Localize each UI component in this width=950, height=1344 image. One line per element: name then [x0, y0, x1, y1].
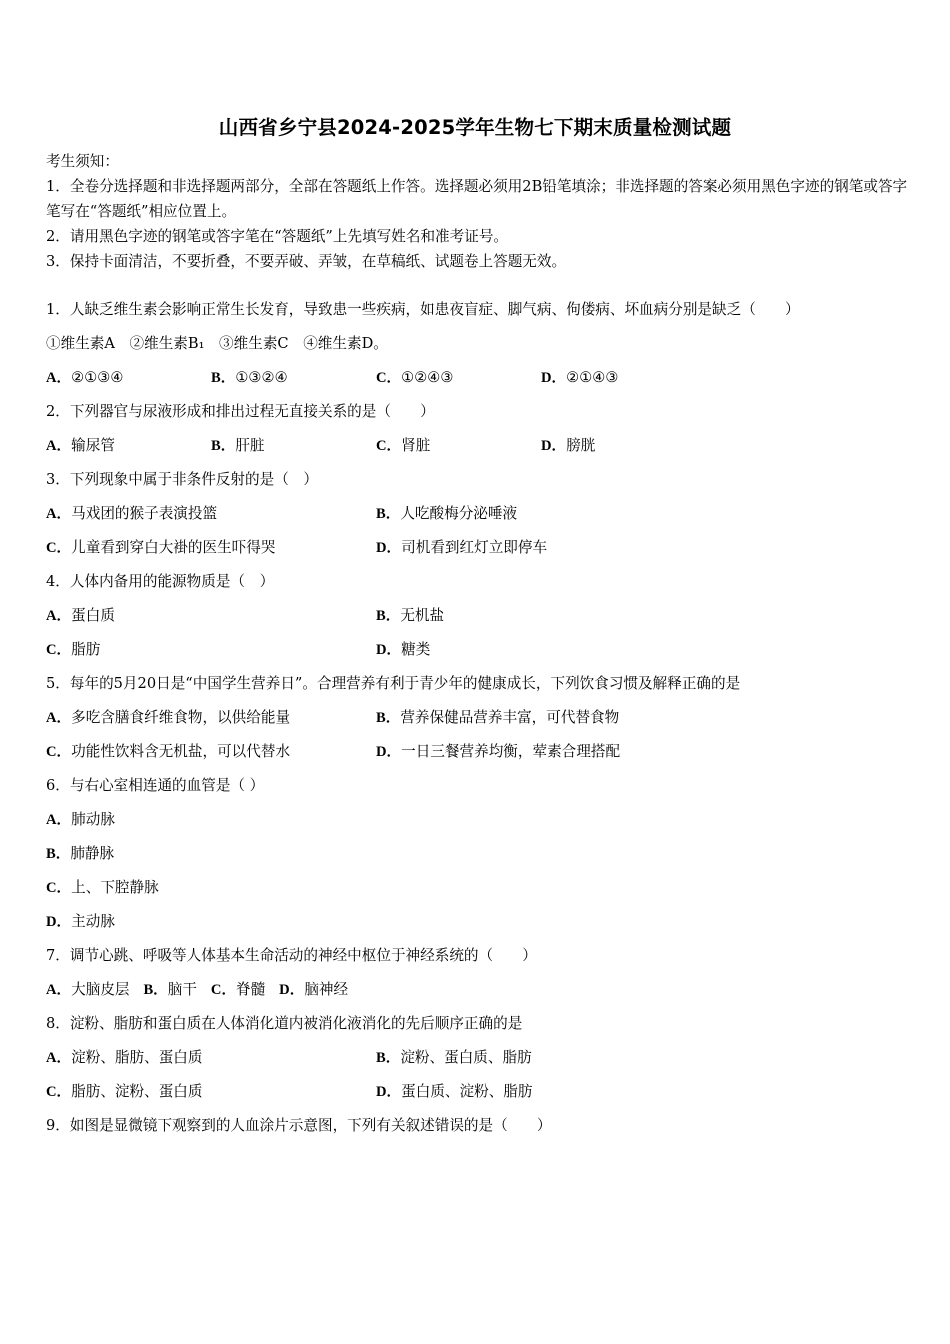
option: D．②①④③: [541, 369, 619, 386]
notice-item: 1．全卷分选择题和非选择题两部分，全部在答题纸上作答。选择题必须用2B铅笔填涂；非选择题的答案必须用黑色字迹的钢笔或答字笔写在“答题纸”相应位置上。: [46, 178, 908, 220]
question-stem: 2．下列器官与尿液形成和排出过程无直接关系的是（ ）: [46, 403, 435, 420]
option: D．一日三餐营养均衡，荤素合理搭配: [376, 743, 621, 760]
option: B．①③②④: [211, 369, 288, 386]
question-sub-stem: ①维生素A ②维生素B₁ ③维生素C ④维生素D。: [46, 335, 388, 352]
option: B．营养保健品营养丰富，可代替食物: [376, 709, 620, 726]
option: C．功能性饮料含无机盐，可以代替水: [46, 743, 291, 760]
page-title: 山西省乡宁县2024-2025学年生物七下期末质量检测试题: [218, 116, 732, 139]
option: A．多吃含膳食纤维食物，以供给能量: [46, 709, 291, 726]
option: D．主动脉: [46, 913, 115, 930]
question-stem: 8．淀粉、脂肪和蛋白质在人体消化道内被消化液消化的先后顺序正确的是: [46, 1015, 523, 1032]
option: C．①②④③: [376, 369, 454, 386]
option: D．蛋白质、淀粉、脂肪: [376, 1083, 533, 1100]
option: A．淀粉、脂肪、蛋白质: [46, 1049, 203, 1066]
option: D．司机看到红灯立即停车: [376, 539, 548, 556]
option: A．②①③④: [46, 369, 124, 386]
option: A．马戏团的猴子表演投篮: [46, 505, 218, 522]
option: A．蛋白质: [46, 607, 115, 624]
option: A．输尿管: [46, 437, 115, 454]
notice-item: 3．保持卡面清洁，不要折叠，不要弄破、弄皱，在草稿纸、试题卷上答题无效。: [46, 253, 567, 270]
notice-heading: 考生须知：: [46, 153, 119, 170]
option: D．糖类: [376, 641, 431, 658]
option: D．膀胱: [541, 437, 596, 454]
option-row: A．大脑皮层 B．脑干 C．脊髓 D．脑神经: [46, 981, 349, 998]
option: C．肾脏: [376, 437, 431, 454]
option: A．肺动脉: [46, 811, 115, 828]
option: B．肺静脉: [46, 845, 115, 862]
question-stem: 6．与右心室相连通的血管是（ ）: [46, 777, 265, 794]
option: B．人吃酸梅分泌唾液: [376, 505, 518, 522]
question-stem: 3．下列现象中属于非条件反射的是（ ）: [46, 471, 318, 488]
question-stem: 9．如图是显微镜下观察到的人血涂片示意图，下列有关叙述错误的是（ ）: [46, 1117, 552, 1134]
question-stem: 4．人体内备用的能源物质是（ ）: [46, 573, 275, 590]
notice-item: 2．请用黑色字迹的钢笔或答字笔在“答题纸”上先填写姓名和准考证号。: [46, 228, 509, 245]
option: B．淀粉、蛋白质、脂肪: [376, 1049, 532, 1066]
option: B．无机盐: [376, 607, 445, 624]
question-stem: 7．调节心跳、呼吸等人体基本生命活动的神经中枢位于神经系统的（ ）: [46, 947, 537, 964]
option: B．肝脏: [211, 437, 265, 454]
question-stem: 1．人缺乏维生素会影响正常生长发育，导致患一些疾病，如患夜盲症、脚气病、佝偻病、坏血病分别是缺乏（ ）: [46, 301, 800, 318]
option: C．上、下腔静脉: [46, 879, 159, 896]
option: C．脂肪: [46, 641, 101, 658]
option: C．儿童看到穿白大褂的医生吓得哭: [46, 539, 276, 556]
option: C．脂肪、淀粉、蛋白质: [46, 1083, 203, 1100]
notice-section: [46, 149, 908, 274]
question-stem: 5．每年的5月20日是“中国学生营养日”。合理营养有利于青少年的健康成长，下列饮食习惯及解释正确的是: [46, 675, 741, 692]
